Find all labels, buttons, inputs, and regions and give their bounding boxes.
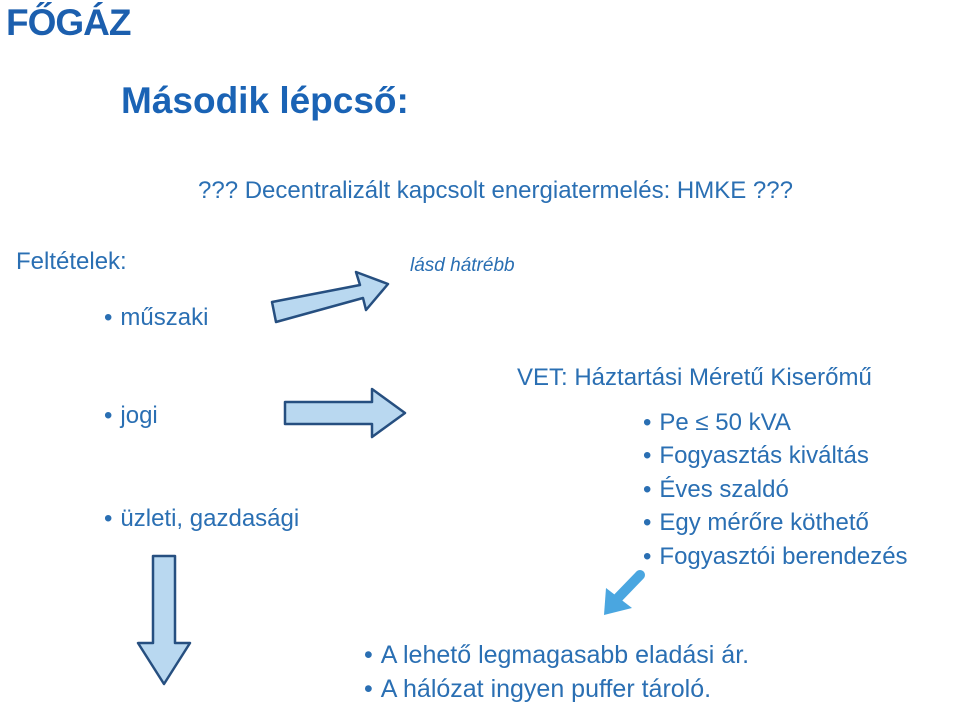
slide-title: Második lépcső: [121, 80, 409, 121]
list-item-text: Éves szaldó [659, 475, 789, 503]
vet-items-list [643, 406, 908, 573]
bullet: • [104, 402, 113, 429]
arrow-up-right-icon [272, 272, 388, 322]
list-item-text: Pe ≤ 50 kVA [659, 409, 791, 436]
list-item-text: A lehető legmagasabb eladási ár. [380, 641, 750, 669]
arrow-right-icon [285, 389, 405, 437]
bullet: • [104, 304, 113, 331]
conditions-label: Feltételek: [16, 248, 127, 275]
list-item [643, 439, 908, 472]
list-item [643, 540, 908, 573]
category-label: műszaki [120, 304, 209, 331]
slide-subtitle: ??? Decentralizált kapcsolt energiatermelés: HMKE ??? [198, 177, 793, 204]
conclusions-list [364, 638, 749, 706]
vet-title: VET: Háztartási Méretű Kiserőmű [517, 364, 872, 391]
fogaz-logo: FŐGÁZ [6, 2, 131, 43]
list-item [364, 672, 749, 706]
category-label: jogi [120, 402, 158, 429]
list-item [643, 473, 908, 506]
list-item-text: A hálózat ingyen puffer tároló. [380, 675, 712, 703]
list-item-text: Fogyasztói berendezés [659, 542, 908, 570]
list-item [643, 506, 908, 539]
bullet: • [643, 475, 652, 503]
list-item-text: Egy mérőre köthető [659, 509, 869, 537]
bullet: • [364, 641, 373, 669]
see-back-note: lásd hátrébb [410, 255, 515, 276]
bullet: • [643, 409, 652, 436]
list-item [643, 406, 908, 439]
bullet: • [104, 505, 113, 532]
list-item [364, 638, 749, 672]
category-label: üzleti, gazdasági [120, 505, 300, 532]
accent-arrow-down-left-icon [604, 575, 640, 615]
bullet: • [364, 675, 373, 703]
bullet: • [643, 442, 652, 470]
list-item-text: Fogyasztás kiváltás [659, 442, 869, 470]
bullet: • [643, 509, 652, 537]
arrow-down-icon [138, 556, 190, 684]
bullet: • [643, 542, 652, 570]
